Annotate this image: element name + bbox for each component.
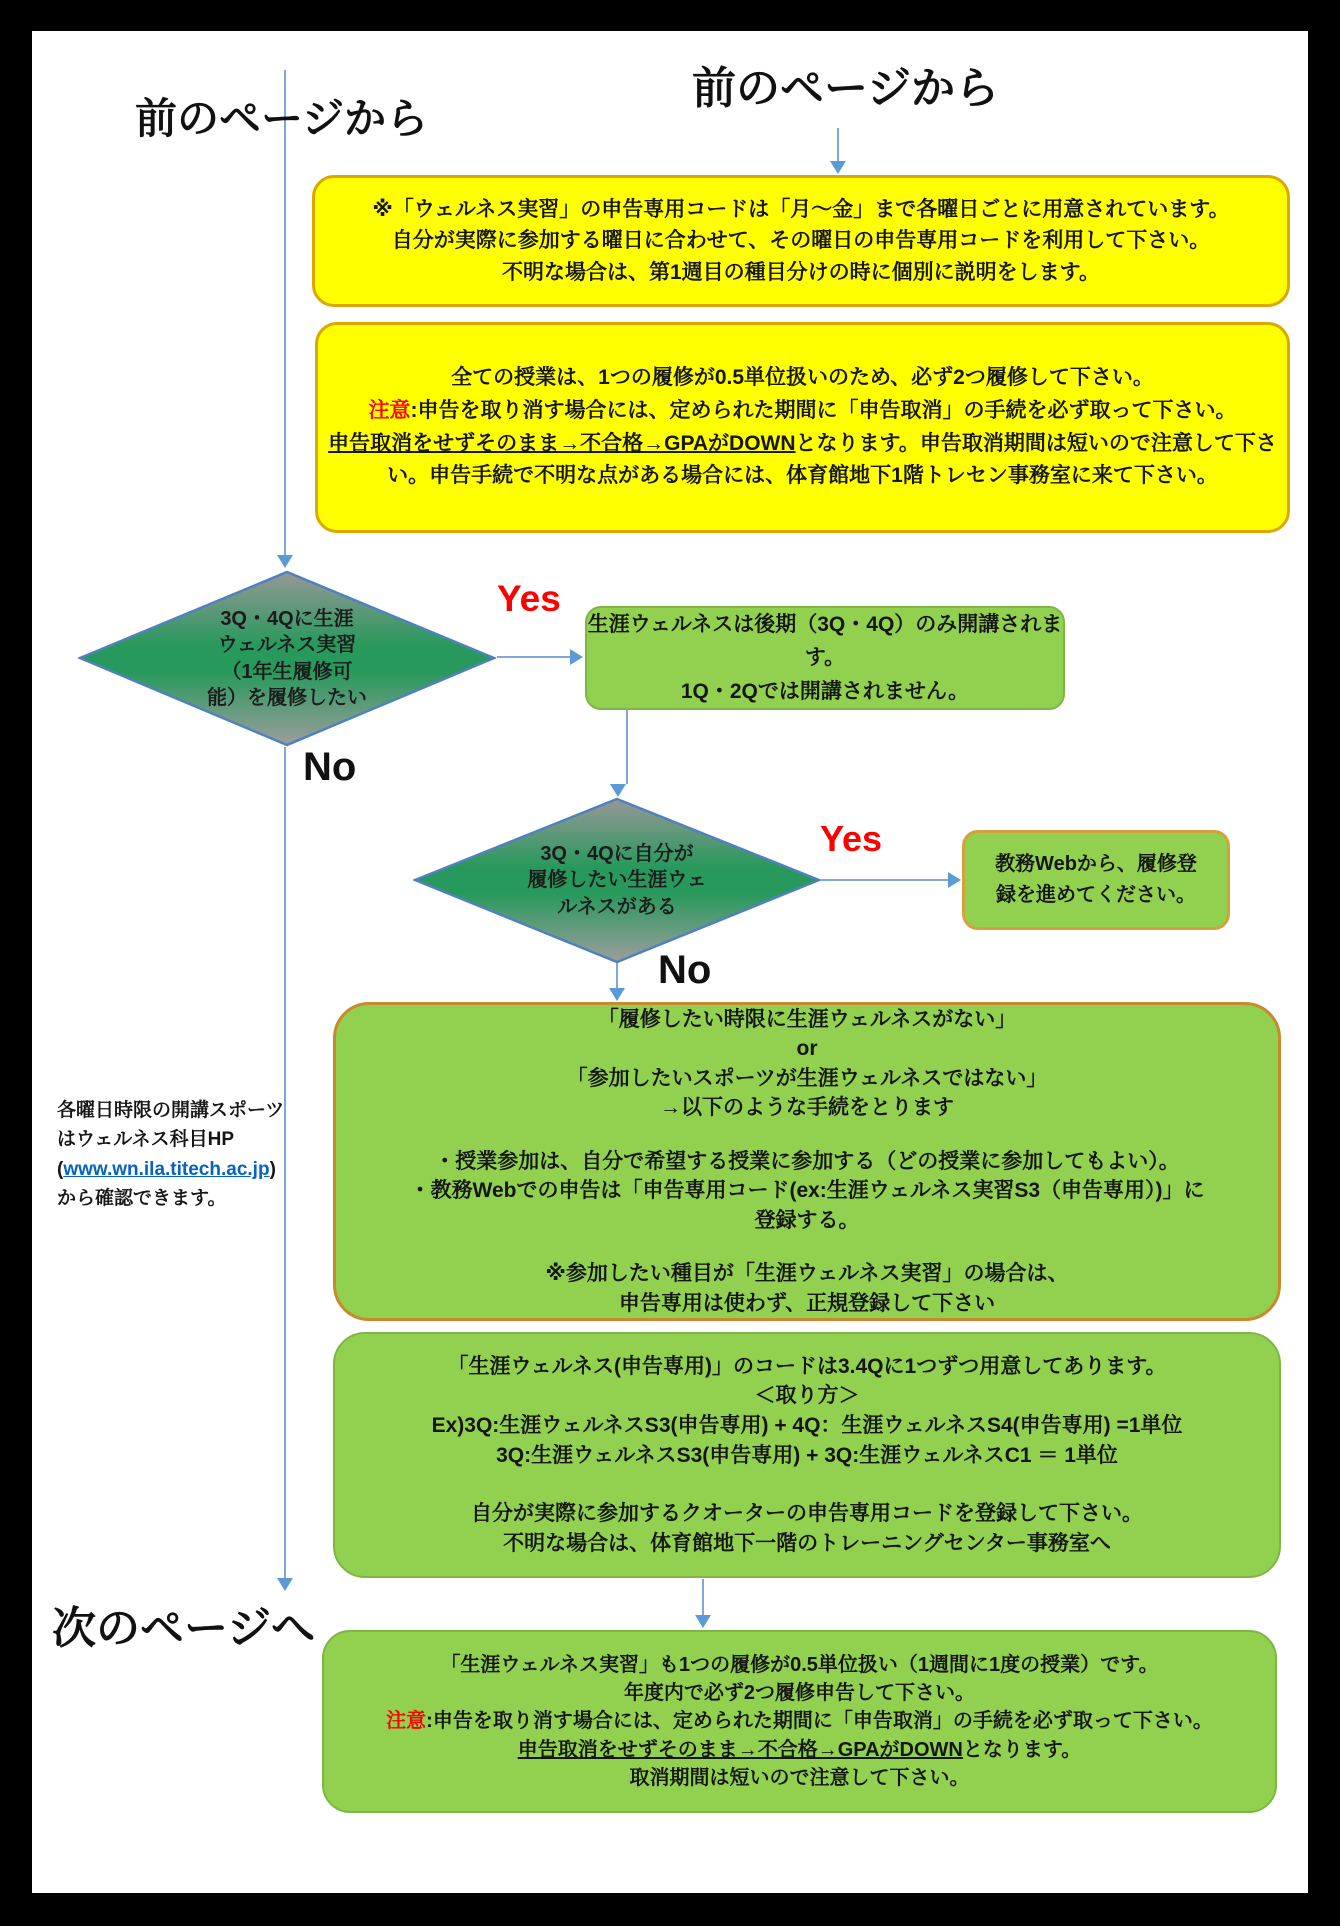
side-note-sports-schedule: 各曜日時限の開講スポーツ はウェルネス科目HP (www.wn.ila.titech.ac.jp) から確認できます。 bbox=[57, 1100, 285, 1210]
procedure-box-code-usage: 「生涯ウェルネス(申告専用)」のコードは3.4Qに1つずつ用意してあります。 ＜取り方＞ Ex)3Q:生涯ウェルネスS3(申告専用) + 4Q：生涯ウェルネスS4(申告専用) =1単位 3Q:生涯ウェルネスS3(申告専用) + 3Q:生涯ウェルネスC1 ＝ 1単位 自分が実際に参加するクオーターの申告専用コードを登録して下さい。 不明な場合は、体育館地下一階のトレーニングセンター事務室へ bbox=[333, 1332, 1281, 1578]
warning-underlined: 申告取消をせずそのまま→不合格→GPAがDOWN bbox=[517, 1738, 963, 1761]
note-box-weekday-codes bbox=[312, 175, 1290, 307]
connector-kouki-to-diamond2 bbox=[626, 710, 628, 784]
decision-diamond-2 bbox=[413, 797, 821, 964]
spacer bbox=[335, 1471, 1279, 1499]
from-previous-page-top-label: 前のページから bbox=[692, 64, 1000, 113]
warning-label: 注意 bbox=[386, 1710, 427, 1733]
procedure-box-no-wellness: 「履修したい時限に生涯ウェルネスがない」 or 「参加したいスポーツが生涯ウェルネスではない」 →以下のような手続をとります ・授業参加は、自分で希望する授業に参加する（どの授業に参加してもよい）。 ・教務Webでの申告は「申告専用コード(ex:生涯ウェルネス実習S3（申告専用）)」に 登録する。 ※参加したい種目が「生涯ウェルネス実習」の場合は、 申告専用は使わず、正規登録して下さい bbox=[333, 1002, 1281, 1321]
connector-bigbox2-to-bottom bbox=[702, 1579, 704, 1616]
arrowhead-into-diamond2 bbox=[610, 784, 626, 797]
no1-label: No bbox=[303, 745, 357, 789]
warning-box-lifelong-wellness bbox=[322, 1630, 1277, 1813]
decision-diamond-1 bbox=[78, 570, 496, 747]
note-line: 自分が実際に参加する曜日に合わせて、その曜日の申告専用コードを利用して下さい。 bbox=[391, 229, 1211, 253]
spacer bbox=[336, 1235, 1278, 1259]
warning-line1: 全ての授業は、1つの履修が0.5単位扱いのため、必ず2つ履修して下さい。 bbox=[451, 366, 1154, 390]
spacer bbox=[336, 1123, 1278, 1147]
arrowhead-into-diamond1 bbox=[277, 555, 293, 568]
note-line: ※「ウェルネス実習」の申告専用コードは「月～金」まで各曜日ごとに用意されています。 bbox=[372, 197, 1230, 221]
from-previous-page-left-label: 前のページから bbox=[135, 95, 429, 142]
result-box-kyomu-web: 教務Webから、履修登 録を進めてください。 bbox=[962, 830, 1230, 930]
warning-label: 注意 bbox=[368, 398, 411, 422]
diamond2-text: 3Q・4Qに自分が 履修したい生涯ウェ ルネスがある bbox=[527, 842, 707, 918]
arrowhead-into-bigbox1 bbox=[609, 988, 625, 1001]
warning-underlined: 申告取消をせずそのまま→不合格→GPAがDOWN bbox=[328, 431, 796, 455]
connector-diamond1-yes bbox=[497, 656, 571, 658]
no2-label: No bbox=[658, 948, 712, 992]
arrowhead-into-yellowbox1 bbox=[830, 161, 846, 174]
next-page-label: 次のページへ bbox=[52, 1604, 316, 1653]
arrowhead-into-nextpage bbox=[277, 1578, 293, 1591]
result-box-second-semester-only: 生涯ウェルネスは後期（3Q・4Q）のみ開講されます。 1Q・2Qでは開講されません。 bbox=[585, 606, 1065, 710]
warning-box-cancellation bbox=[315, 322, 1290, 533]
arrowhead-into-kouki-box bbox=[570, 649, 583, 665]
yes2-label: Yes bbox=[820, 818, 883, 859]
bottom-warning-text: 「生涯ウェルネス実習」も1つの履修が0.5単位扱い（1週間に1度の授業）です。 年度内で必ず2つ履修申告して下さい。 注意:申告を取り消す場合には、定められた期間に「申告取消」の手続を必ず取って下さい。 申告取消をせずそのまま→不合格→GPAがDOWNとなります。 取消期間は短いので注意して下さい。 bbox=[386, 1653, 1213, 1790]
wellness-hp-link[interactable]: www.wn.ila.titech.ac.jp bbox=[63, 1158, 270, 1180]
diamond1-text: 3Q・4Qに生涯 ウェルネス実習 （1年生履修可 能）を履修したい bbox=[207, 607, 367, 709]
arrowhead-into-kyomu-box bbox=[948, 872, 961, 888]
warning-text bbox=[318, 362, 1287, 492]
warning-line3: となります。申告取消期間は短いので注意して下さい。申告手続で不明な点がある場合には、体育館地下1階トレセン事務室に来て下さい。 bbox=[387, 431, 1277, 488]
connector-prev-to-yellowbox1 bbox=[837, 128, 839, 162]
connector-diamond2-no bbox=[616, 963, 618, 989]
connector-diamond2-yes bbox=[821, 879, 949, 881]
note-line: 不明な場合は、第1週目の種目分けの時に個別に説明をします。 bbox=[502, 260, 1100, 284]
warning-line2: :申告を取り消す場合には、定められた期間に「申告取消」の手続を必ず取って下さい。 bbox=[410, 398, 1237, 422]
yes1-label: Yes bbox=[497, 578, 561, 619]
arrowhead-into-bottombox bbox=[695, 1615, 711, 1628]
